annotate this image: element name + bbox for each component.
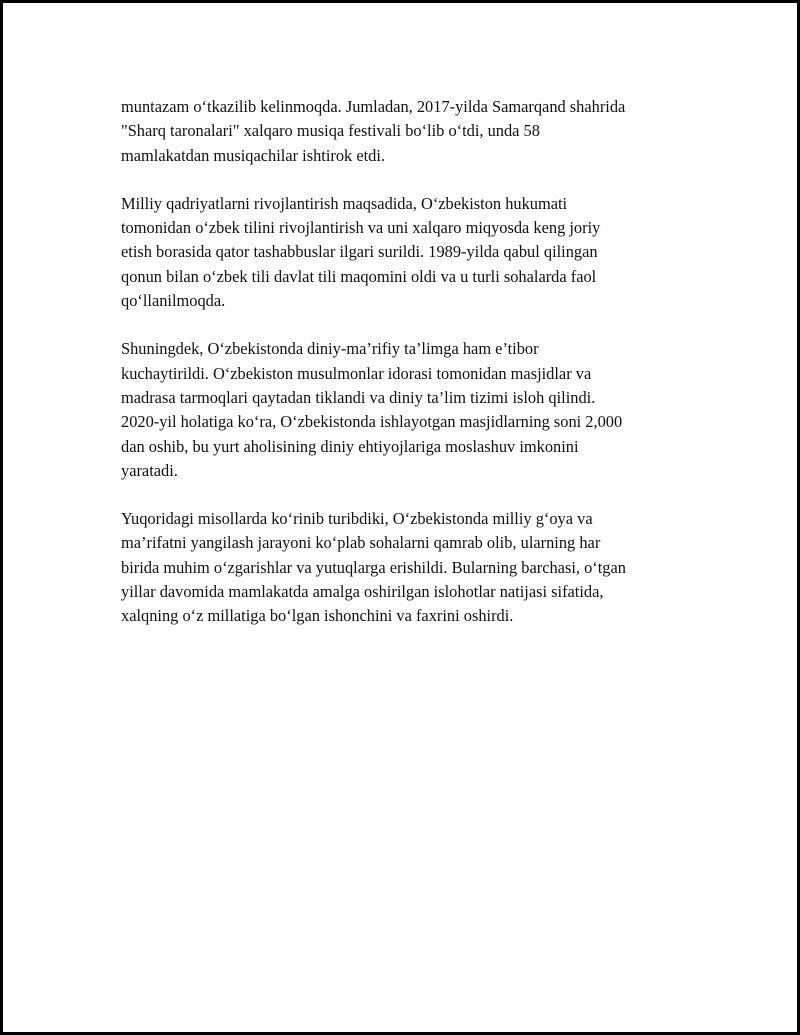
paragraph-religious-education: Shuningdek, O‘zbekistonda diniy-ma’rifiy ta’limga ham e’tibor kuchaytirildi. O‘zbekiston musulmonlar idorasi tomonidan masjidlar va madrasa tarmoqlari qaytadan tiklandi va diniy ta’lim tizimi isloh qilindi. 2020-yil holatiga ko‘ra, O‘zbekistonda ishlayotgan masjidlarning soni 2,000 dan oshib, bu yurt aholisining diniy ehtiyojlariga moslashuv imkonini yaratadi.	[121, 339, 623, 480]
paragraph-language: Milliy qadriyatlarni rivojlantirish maqsadida, O‘zbekiston hukumati tomonidan o‘zbek tilini rivojlantirish va uni xalqaro miqyosda keng joriy etish borasida qator tashabbuslar ilgari surildi. 1989-yilda qabul qilingan qonun bilan o‘zbek tili davlat tili maqomini oldi va u turli sohalarda faol qo‘llanilmoqda.	[121, 193, 601, 311]
paragraph-festival: muntazam o‘tkazilib kelinmoqda. Jumladan, 2017-yilda Samarqand shahrida "Sharq taronalari" xalqaro musiqa festivali bo‘lib o‘tdi, unda 58 mamlakatdan musiqachilar ishtirok etdi.	[121, 97, 626, 165]
document-body	[121, 95, 701, 653]
paragraph-conclusion: Yuqoridagi misollarda ko‘rinib turibdiki, O‘zbekistonda milliy g‘oya va ma’rifatni yangilash jarayoni ko‘plab sohalarni qamrab olib, ularning har birida muhim o‘zgarishlar va yutuqlarga erishildi. Bularning barchasi, o‘tgan yillar davomida mamlakatda amalga oshirilgan islohotlar natijasi sifatida, xalqning o‘z millatiga bo‘lgan ishonchini va faxrini oshirdi.	[121, 509, 626, 626]
